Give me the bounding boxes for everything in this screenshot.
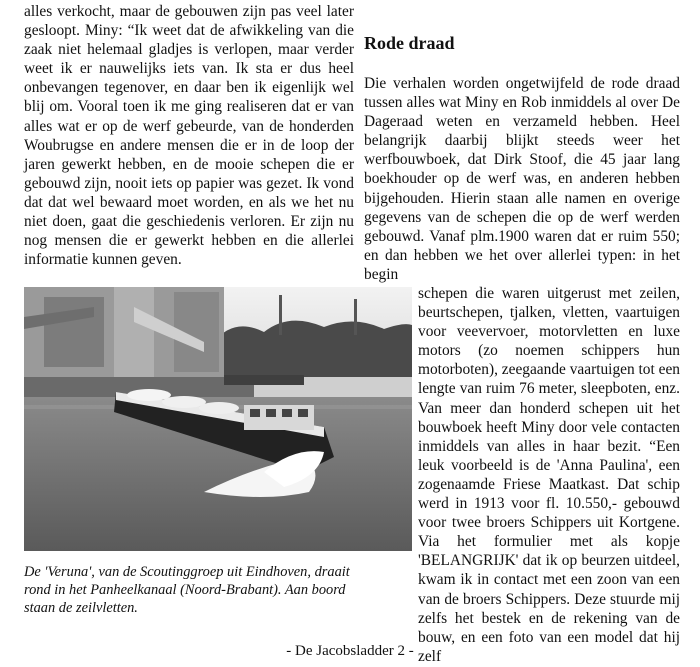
ship-photo: [24, 287, 412, 551]
ship-photo-image: [24, 287, 412, 551]
page-footer: - De Jacobsladder 2 -: [286, 643, 414, 659]
left-column-text: alles verkocht, maar de gebouwen zijn pas veel later gesloopt. Miny: “Ik weet dat de afwikkeling van die zaak niet helemaal gladjes is verlopen, maar verder weet ik er nauwelijks iets van. Ik sta er dus heel onbevangen tegenover, en daar ben ik eigenlijk wel blij om. Vooral toen ik me ging realiseren dat er van alles wat er op de werf gebeurde, van de honderden Woubrugse en andere mensen die er in de loop der jaren gewerkt hebben, en de mooie schepen die er gebouwd zijn, nooit iets op papier was gezet. Ik vond dat dat wel bewaard moet worden, en als we het nu niet doen, gaat die geschiedenis verloren. Er zijn nu nog mensen die er gewerkt hebben en die allerlei informatie kunnen geven.: [24, 3, 354, 269]
left-column: [24, 2, 354, 269]
right-column-text-bottom: schepen die waren uitgerust met zeilen, beurtschepen, tjalken, vletten, vaartuigen voor veevervoer, motorvletten en luxe motors (zo noemen schippers hun motorboten), zeegaande vaartuigen tot een lengte van ruim 76 meter, sleepboten, enz. Van meer dan honderd schepen uit het bouwboek heeft Miny door vele contacten inmiddels van alles in haar bezit. “Een leuk voorbeeld is de 'Anna Paulina', een zogenaamde Friese Maatkast. Dat schip werd in 1913 voor fl. 10.550,- gebouwd voor twee broers Schippers uit Kortgene. Via het formulier met als kopje 'BELANGRIJK' dat ik op beurzen uitdeel, kwam ik in contact met een zoon van een van de broers Schippers. Deze stuurde mij zelfs het bestek en de rekening van de bouw, en een foto van een model dat hij zelf: [418, 285, 680, 665]
right-column-bottom: [418, 284, 680, 666]
photo-caption: De 'Veruna', van de Scoutinggroep uit Eindhoven, draait rond in het Panheelkanaal (Noord-Brabant). Aan boord staan de zeilvletten.: [24, 564, 350, 616]
right-column-top: [364, 74, 680, 284]
right-column-text-top: Die verhalen worden ongetwijfeld de rode draad tussen alles wat Miny en Rob inmiddels al over De Dageraad weten en verzameld hebben. Heel belangrijk daarbij blijkt steeds weer het werfbouwboek, dat Dirk Stoof, die 45 jaar lang boekhouder op de werf was, en anderen hebben bijgehouden. Hierin staan alle namen en overige gegevens van de schepen die op de werf werden gebouwd. Vanaf plm.1900 waren dat er ruim 550; en dan hebben we het over allerlei typen: in het begin: [364, 75, 680, 283]
section-heading: Rode draad: [364, 33, 455, 53]
